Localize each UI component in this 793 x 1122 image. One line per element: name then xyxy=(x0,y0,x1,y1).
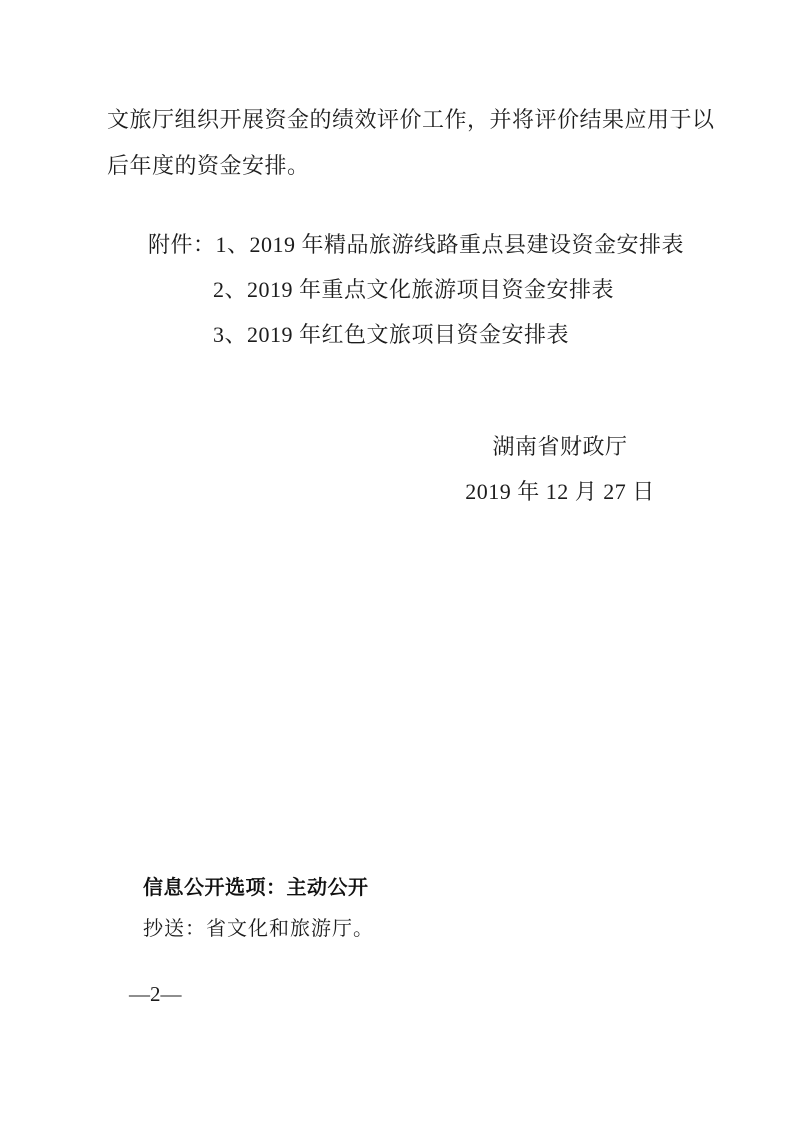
cc-line: 抄送：省文化和旅游厅。 xyxy=(143,918,374,940)
page-number: —2— xyxy=(129,982,182,1006)
attachment-list xyxy=(148,222,684,357)
attachment-row-3 xyxy=(148,312,684,357)
body-paragraph-line-1: 文旅厅组织开展资金的绩效评价工作，并将评价结果应用于以 xyxy=(107,107,715,132)
attachment-item-1: 1、2019 年精品旅游线路重点县建设资金安排表 xyxy=(215,232,685,257)
disclosure-option-line: 信息公开选项：主动公开 xyxy=(143,877,369,899)
attachment-label: 附件： xyxy=(148,232,216,257)
attachment-item-2: 2、2019 年重点文化旅游项目资金安排表 xyxy=(213,277,615,302)
signature-organization: 湖南省财政厅 xyxy=(492,434,628,459)
attachment-row-2 xyxy=(148,267,684,312)
attachment-item-3: 3、2019 年红色文旅项目资金安排表 xyxy=(213,322,570,347)
signature-date: 2019 年 12 月 27 日 xyxy=(465,479,655,504)
body-paragraph xyxy=(107,97,715,189)
signature-block xyxy=(420,424,700,514)
footer-info-block xyxy=(143,876,374,941)
body-paragraph-line-2: 后年度的资金安排。 xyxy=(107,153,310,178)
attachment-row-1 xyxy=(148,222,684,267)
